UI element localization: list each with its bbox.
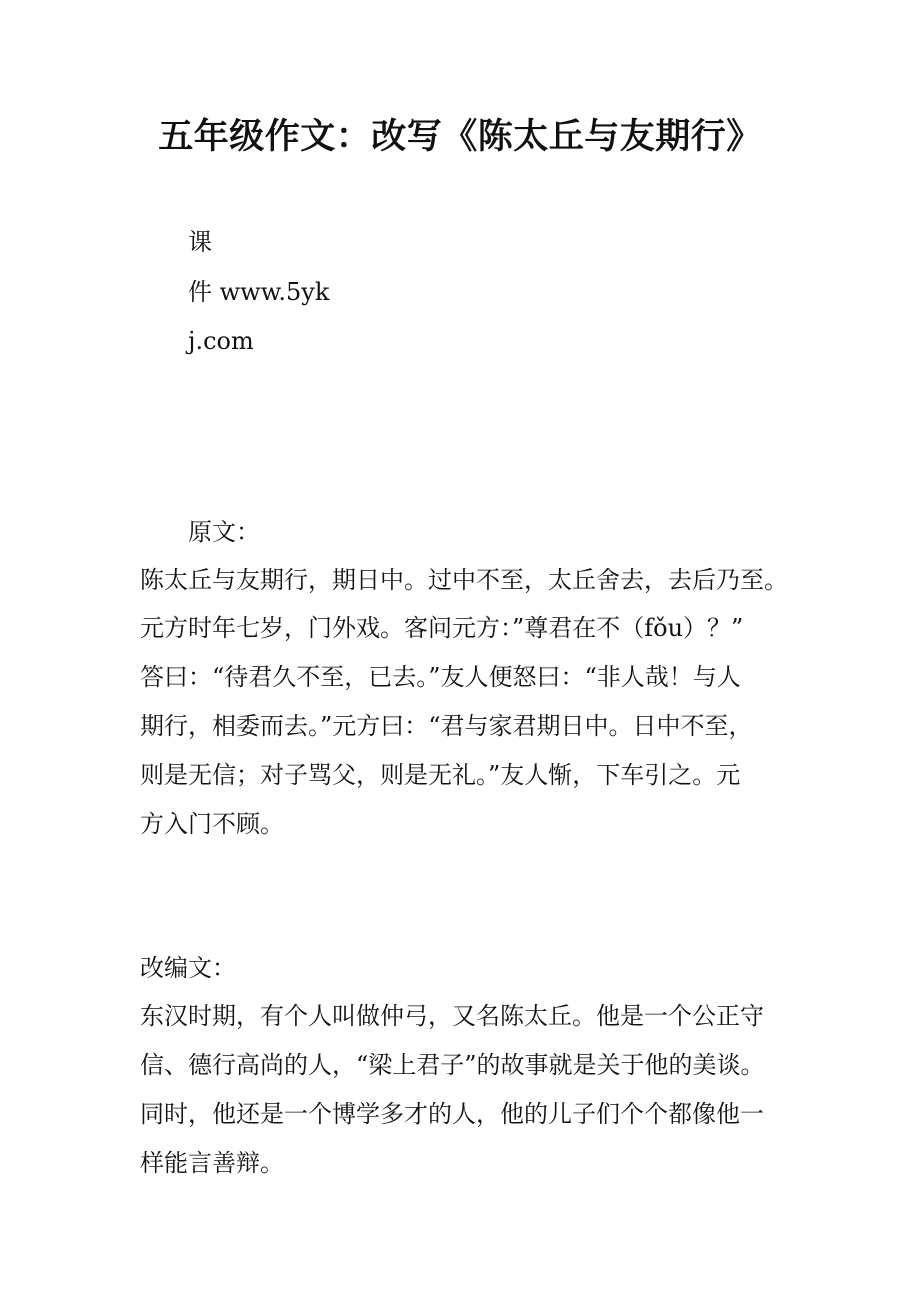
original-line-2: 元方时年七岁，门外戏。客问元方：”尊君在不（fǒu）？” xyxy=(140,614,744,642)
adapted-line-4: 样能言善辩。 xyxy=(140,1149,284,1177)
original-line-1: 陈太丘与友期行，期日中。过中不至，太丘舍去，去后乃至。 xyxy=(140,566,788,594)
source-line-3: j.com xyxy=(188,327,254,355)
adapted-line-2: 信、德行高尚的人，“梁上君子”的故事就是关于他的美谈。 xyxy=(140,1051,765,1079)
original-line-6: 方入门不顾。 xyxy=(140,810,284,838)
source-line-2: 件 www.5yk xyxy=(188,278,330,306)
original-line-3: 答曰：“待君久不至，已去。”友人便怒曰：“非人哉！与人 xyxy=(140,663,741,691)
adapted-line-3: 同时，他还是一个博学多才的人，他的儿子们个个都像他一 xyxy=(140,1100,764,1128)
source-line-1: 课 xyxy=(188,228,212,256)
original-heading: 原文： xyxy=(188,518,260,546)
document-title: 五年级作文：改写《陈太丘与友期行》 xyxy=(158,117,762,157)
original-line-5: 则是无信；对子骂父，则是无礼。”友人惭，下车引之。元 xyxy=(140,761,741,789)
adapted-line-1: 东汉时期，有个人叫做仲弓，又名陈太丘。他是一个公正守 xyxy=(140,1002,764,1030)
original-line-4: 期行，相委而去。”元方曰：“君与家君期日中。日中不至， xyxy=(140,712,753,740)
adapted-heading: 改编文： xyxy=(140,954,236,982)
